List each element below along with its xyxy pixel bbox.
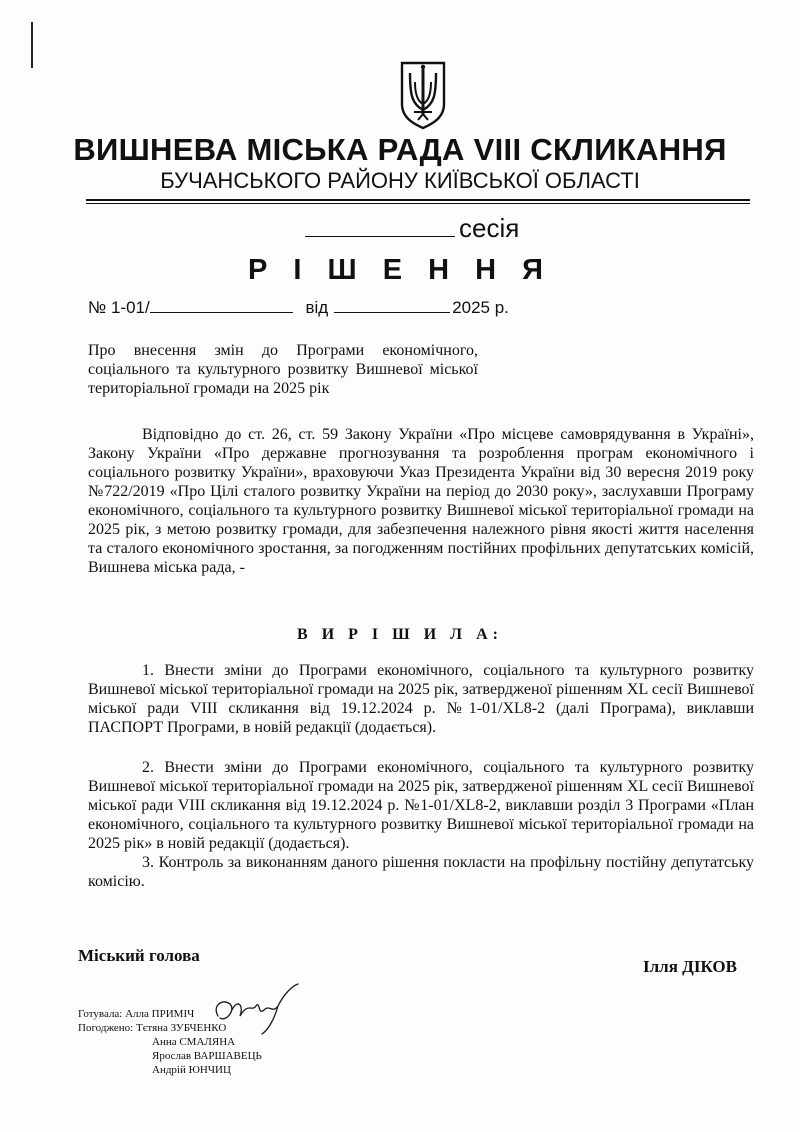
year-suffix: 2025 р. <box>452 298 509 317</box>
trident-coat-of-arms-icon <box>398 60 448 130</box>
header-rule-thin <box>86 203 750 204</box>
session-line <box>305 212 519 244</box>
agreed-by: Андрій ЮНЧИЦ <box>152 1064 231 1076</box>
date-blank <box>334 298 450 313</box>
resolution-item: 1. Внести зміни до Програми економічного, соціального та культурного розвитку Вишневої міської територіальної громади на 2025 рік, затвердженої рішенням XL сесії Вишневої міської ради VIII скликання від 19.12.2024 р. №1-01/XL8-2 (далі Програма), виклавши ПАСПОРТ Програми, в новій редакції (додається). <box>88 662 754 736</box>
number-date-line <box>88 298 509 318</box>
session-number-blank <box>305 212 455 237</box>
council-district: БУЧАНСЬКОГО РАЙОНУ КИЇВСЬКОЇ ОБЛАСТІ <box>160 168 640 193</box>
header-rule-thick <box>86 199 750 201</box>
agreed-by: Анна СМАЛЯНА <box>152 1036 236 1048</box>
agreed-by: Погоджено: Тєтяна ЗУБЧЕНКО <box>78 1022 227 1034</box>
signatory-title: Міський голова <box>78 946 200 965</box>
resolution-item: 2. Внести зміни до Програми економічного, соціального та культурного розвитку Вишневої міської територіальної громади на 2025 рік, затвердженої рішенням XL сесії Вишневої міської ради VIII скликання від 19.12.2024 р. №1-01/XL8-2, виклавши розділ 3 Програми «План економічного, соціального та культурного розвитку Вишневої міської територіальної громади на 2025 рік» в новій редакції (додається). <box>88 759 754 852</box>
prepared-by: Готувала: Алла ПРИМІЧ <box>78 1008 195 1020</box>
resolved-heading: В И Р І Ш И Л А: <box>297 626 503 643</box>
resolution-item: 3. Контроль за виконанням даного рішення покласти на профільну постійну депутатську комісію. <box>88 854 754 890</box>
margin-mark <box>31 22 33 68</box>
preparers-block <box>78 1007 262 1077</box>
number-blank <box>150 298 293 313</box>
decision-subject: Про внесення змін до Програми економічного, соціального та культурного розвитку Вишневої міської територіальної громади на 2025 рік <box>88 342 478 397</box>
council-name: ВИШНЕВА МІСЬКА РАДА VIII СКЛИКАННЯ <box>73 132 727 167</box>
document-title: Р І Ш Е Н Н Я <box>248 254 552 286</box>
session-label: сесія <box>459 213 520 243</box>
signatory-name: Ілля ДІКОВ <box>643 957 737 976</box>
agreed-by: Ярослав ВАРШАВЕЦЬ <box>152 1050 262 1062</box>
basis-paragraph: Відповідно до ст. 26, ст. 59 Закону України «Про місцеве самоврядування в Україні», Закону України «Про державне прогнозування та розроблення програм економічного і соціального розвитку України», враховуючи Указ Президента України від 30 вересня 2019 року №722/2019 «Про Цілі сталого розвитку України на період до 2030 року», заслухавши Програму економічного, соціального та культурного розвитку Вишневої міської територіальної громади на 2025 рік, з метою розвитку громади, для забезпечення належного рівня якості життя населення та сталого економічного зростання, за погодженням постійних профільних депутатських комісій, Вишнева міська рада, - <box>88 426 754 576</box>
date-prefix: від <box>305 298 329 317</box>
number-prefix: № 1-01/ <box>88 298 150 317</box>
